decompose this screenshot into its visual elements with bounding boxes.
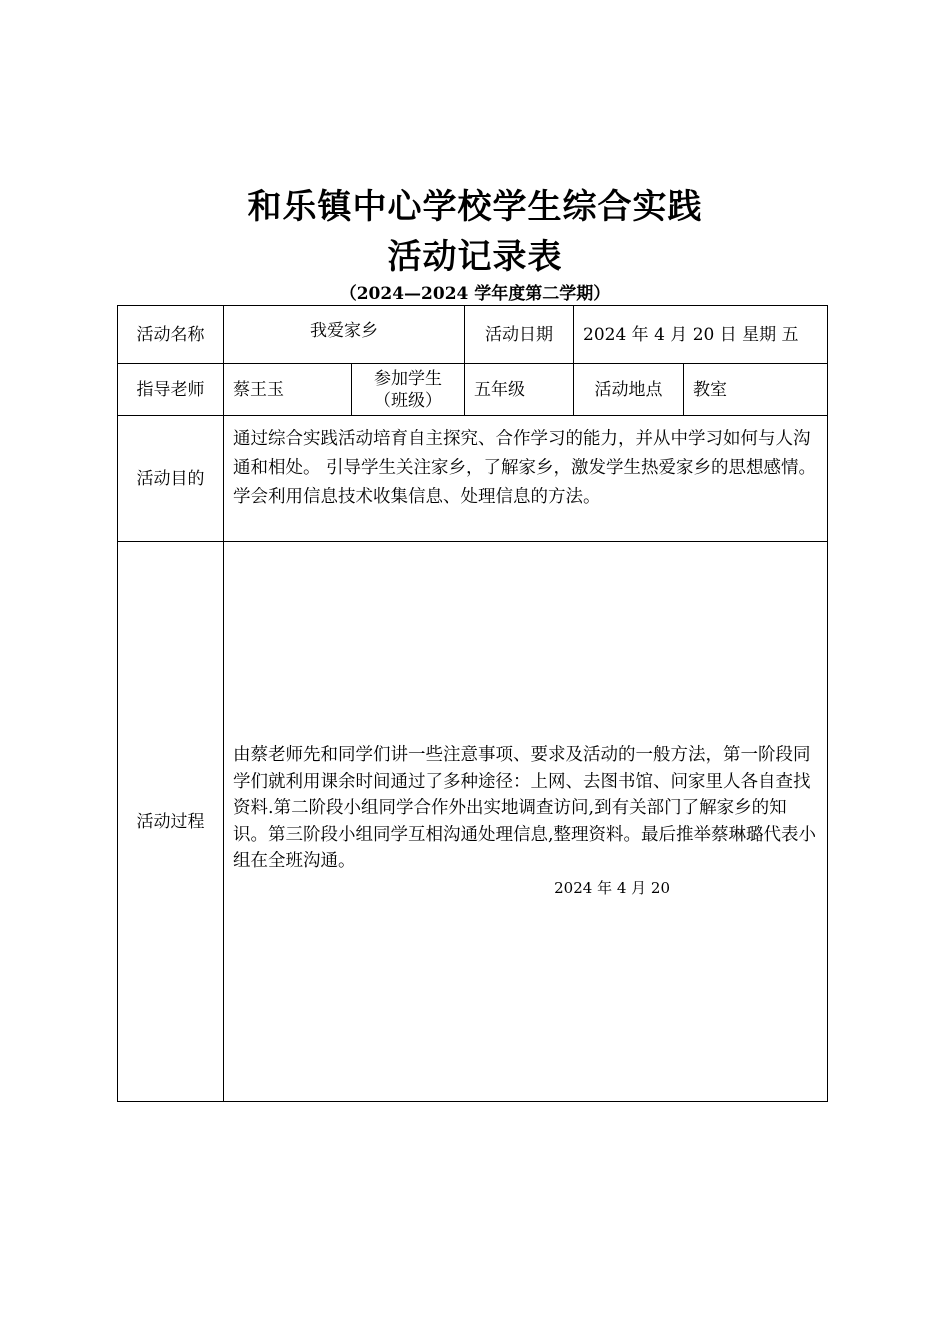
document-subtitle: （2024—2024 学年度第二学期） bbox=[339, 284, 611, 304]
activity-name-label: 活动名称 bbox=[118, 306, 224, 364]
teacher-value: 蔡王玉 bbox=[224, 364, 352, 416]
row-purpose bbox=[118, 416, 828, 542]
process-cell bbox=[224, 542, 828, 1102]
process-label: 活动过程 bbox=[118, 542, 224, 1102]
activity-name-value: 我爱家乡 bbox=[224, 306, 465, 364]
process-text: 由蔡老师先和同学们讲一些注意事项、要求及活动的一般方法，第一阶段同学们就利用课余时间通过了多种途径：上网、去图书馆、问家里人各自查找资料.第二阶段小组同学合作外出实地调查访问,到有关部门了解家乡的知识。第三阶段小组同学互相沟通处理信息,整理资料。最后推举蔡琳璐代表小组在全班沟通。 bbox=[233, 745, 817, 872]
activity-date-value: 2024 年 4 月 20 日 星期 五 bbox=[574, 306, 828, 364]
activity-record-table bbox=[117, 305, 828, 1102]
purpose-label: 活动目的 bbox=[118, 416, 224, 542]
row-process bbox=[118, 542, 828, 1102]
purpose-text: 通过综合实践活动培育自主探究、合作学习的能力，并从中学习如何与人沟通和相处。 引导学生关注家乡，了解家乡，激发学生热爱家乡的思想感情。 学会利用信息技术收集信息、处理信息的方法。 bbox=[224, 416, 828, 542]
row-teacher bbox=[118, 364, 828, 416]
location-value: 教室 bbox=[684, 364, 828, 416]
teacher-label: 指导老师 bbox=[118, 364, 224, 416]
students-label-line1: 参加学生 bbox=[374, 368, 442, 389]
students-label bbox=[352, 364, 465, 416]
students-value: 五年级 bbox=[465, 364, 574, 416]
location-label: 活动地点 bbox=[574, 364, 684, 416]
document-title-line1: 和乐镇中心学校学生综合实践 bbox=[247, 187, 703, 227]
activity-date-label: 活动日期 bbox=[465, 306, 574, 364]
document-title-line2: 活动记录表 bbox=[387, 237, 563, 277]
process-date: 2024 年 4 月 20 bbox=[554, 878, 671, 897]
students-label-line2: （班级） bbox=[374, 390, 442, 411]
row-activity-name bbox=[118, 306, 828, 364]
